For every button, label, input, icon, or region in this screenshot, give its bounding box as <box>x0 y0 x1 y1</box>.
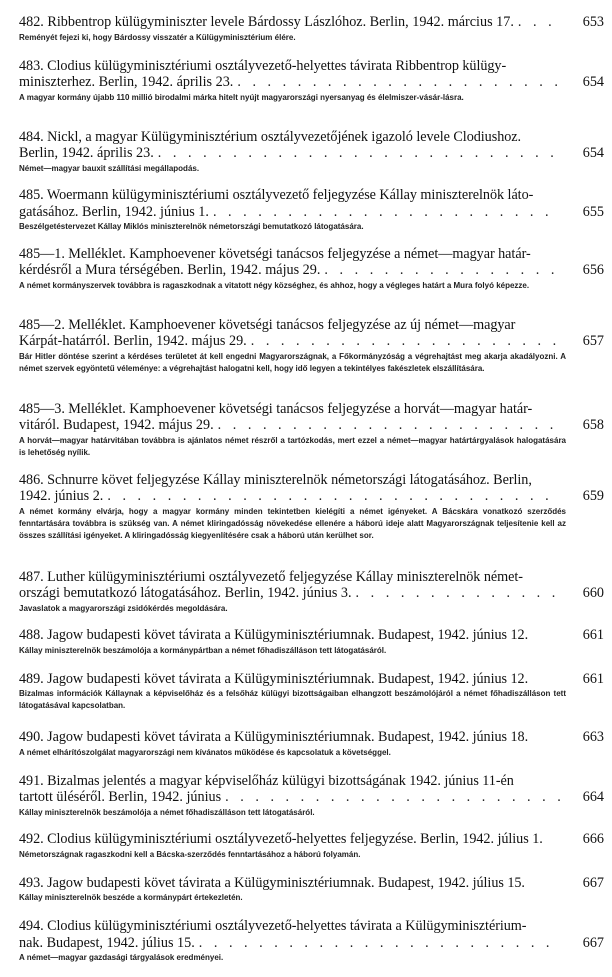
entry-title-last-line: Kárpát-határról. Berlin, 1942. május 29. . . . <box>19 333 604 350</box>
entry-title: 485—3. Melléklet. Kamphoevener követségi tanácsos feljegyzése a horvát—magyar határ- <box>19 400 533 417</box>
index-entry-485-2 <box>19 317 604 401</box>
leader-dots <box>213 204 560 221</box>
entry-title: 483. Clodius külügyminisztériumi osztályvezető-helyettes távirata Ribbentrop külügy- <box>19 57 507 74</box>
entry-title: 489. Jagow budapesti követ távirata a Külügyminisztériumnak. Budapest, 1942. június 12. <box>19 670 529 687</box>
leader-dots <box>218 417 560 434</box>
index-entry-483 <box>19 58 604 129</box>
page-number: 659 <box>582 488 604 504</box>
index-entry-489 <box>19 671 604 730</box>
leader-dots <box>237 74 560 91</box>
entry-title-last-line: miniszterhez. Berlin, 1942. április 23. . . . <box>19 74 604 91</box>
entry-summary: Javaslatok a magyarországi zsidókérdés megoldására. <box>19 603 228 613</box>
page-number: 654 <box>582 145 604 161</box>
index-entry-490 <box>19 729 604 773</box>
index-entry-485-1 <box>19 246 604 317</box>
index-entry-493 <box>19 875 604 919</box>
entry-title-last-line: kérdésről a Mura térségében. Berlin, 1942. május 29. . . . <box>19 262 604 279</box>
entry-summary: Kállay miniszterelnök beszéde a kormánypárt értekezletén. <box>19 893 243 902</box>
entry-summary: Reményét fejezi ki, hogy Bárdossy visszatér a Külügyminisztérium élére. <box>19 32 296 42</box>
index-entry-491 <box>19 773 604 832</box>
page-number: 661 <box>582 627 604 643</box>
index-entry-494 <box>19 918 604 977</box>
entry-title: 485. Woermann külügyminisztériumi osztályvezető feljegyzése Kállay miniszterelnök láto- <box>19 187 534 203</box>
entry-title-last-line: 1942. június 2. . . . <box>19 488 604 505</box>
entry-title: 484. Nickl, a magyar Külügyminisztérium osztályvezetőjének igazoló levele Clodiushoz. <box>19 128 522 145</box>
entry-title: 491. Bizalmas jelentés a magyar képviselőház külügyi bizottságának 1942. június 11-én <box>19 772 514 789</box>
entry-title-last-line: országi bemutatkozó látogatásához. Berlin, 1942. június 3. . . . <box>19 585 604 602</box>
index-entry-484 <box>19 129 604 188</box>
entry-summary: A német kormányszervek továbbra is ragaszkodnak a vitatott négy községhez, és ahhoz, hogy a végleges határt a Mura folyó képezze. <box>19 280 530 290</box>
entry-title: 487. Luther külügyminisztériumi osztályvezető feljegyzése Kállay miniszterelnök német- <box>19 568 523 585</box>
entry-title: 494. Clodius külügyminisztériumi osztályvezető-helyettes távirata a Külügyminisztérium- <box>19 918 527 934</box>
entry-summary: A magyar kormány újabb 110 millió birodalmi márka hitelt nyújt magyarországi nyersanyag és élelmiszer-vásár-lásra. <box>19 92 464 102</box>
leader-dots <box>107 488 560 505</box>
page-number: 658 <box>582 417 604 433</box>
entry-title: 492. Clodius külügyminisztériumi osztályvezető-helyettes feljegyzése. Berlin, 1942. július 1. <box>19 831 543 847</box>
entry-summary: A német kormány elvárja, hogy a magyar kormány minden tekintetben kielégíti a német igényeket. A Bácskára vonatkozó szerződés fenntartására továbbra is szükség van. A német kliringadósság növekedése ellenére a háború ideje alatt Magyarországnak teljesítenie kell az összes szállítási igényeket. A kliringadósság kiegyenlítésére csak a háború után kerülhet sor. <box>19 506 566 540</box>
entry-summary: Németországnak ragaszkodni kell a Bácska-szerződés fenntartásához a háború folyamán. <box>19 849 361 859</box>
entry-title-last-line: tartott üléséről. Berlin, 1942. június . . . <box>19 789 604 806</box>
entry-summary: Bizalmas információk Kállaynak a képviselőház és a felsőház külügyi bizottságaiban elhangzott beszámolójáról a német főhadiszálláson tett látogatásával kapcsolatban. <box>19 689 566 710</box>
index-entry-485-3 <box>19 401 604 472</box>
leader-dots <box>356 585 560 602</box>
leader-dots <box>158 145 560 162</box>
page-number: 667 <box>582 874 604 891</box>
entry-summary: Német—magyar bauxit szállítási megállapodás. <box>19 163 200 173</box>
entry-summary: A horvát—magyar határvitában továbbra is ajánlatos német részről a tartózkodás, mert ezzel a német—magyar határtárgyalások halogatására is lehetőség nyílik. <box>19 435 566 457</box>
page-number: 653 <box>582 14 604 30</box>
entry-title: 488. Jagow budapesti követ távirata a Külügyminisztériumnak. Budapest, 1942. június 12. <box>19 627 529 643</box>
index-entry-482 <box>19 14 604 58</box>
leader-dots <box>225 789 560 806</box>
entry-summary: A német elhárítószolgálat magyarországi nem kívánatos működése és kapcsolatuk a követséggel. <box>19 747 391 757</box>
page-number: 663 <box>582 729 604 745</box>
leader-dots <box>518 14 560 31</box>
index-entry-488 <box>19 627 604 671</box>
page-number: 664 <box>582 789 604 805</box>
entry-summary: A német—magyar gazdasági tárgyalások eredményei. <box>19 953 224 962</box>
entry-title-last-line: Berlin, 1942. április 23. . . . <box>19 145 604 162</box>
page-number: 655 <box>582 203 604 220</box>
entry-title-last-line: gatásához. Berlin, 1942. június 1. . . . <box>19 204 604 221</box>
entry-title: 493. Jagow budapesti követ távirata a Külügyminisztériumnak. Budapest, 1942. július 15. <box>19 874 525 891</box>
entry-title-last-line: nak. Budapest, 1942. július 15. . . . <box>19 935 604 952</box>
leader-dots <box>251 333 560 350</box>
page-number: 656 <box>582 262 604 278</box>
entry-title: 485—2. Melléklet. Kamphoevener követségi tanácsos feljegyzése az új német—magyar <box>19 316 516 333</box>
index-entry-485 <box>19 187 604 246</box>
entry-title <box>19 14 604 31</box>
page-number: 667 <box>582 934 604 951</box>
entry-title: 490. Jagow budapesti követ távirata a Külügyminisztériumnak. Budapest, 1942. június 18. <box>19 729 529 745</box>
entry-summary: Beszélgetéstervezet Kállay Miklós miniszterelnök németországi bemutatkozó látogatására. <box>19 222 364 231</box>
page-number: 657 <box>582 333 604 349</box>
entry-summary: Bár Hitler döntése szerint a kérdéses területet át kell engedni Magyarországnak, a Főkormányzóság a végrehajtást meg akarja akadályozni. A német szervek egyöntetű véleménye: a végrehajtást halogatni kell, hogy idő legyen a tekintélyes fakészletek elszállítására. <box>19 351 566 373</box>
index-entry-486 <box>19 472 604 569</box>
entry-summary: Kállay miniszterelnök beszámolója a német főhadiszálláson tett látogatásáról. <box>19 807 315 817</box>
leader-dots <box>199 935 560 952</box>
page-number: 661 <box>582 670 604 687</box>
page-number: 666 <box>582 831 604 847</box>
page-number: 660 <box>582 585 604 601</box>
index-entry-487 <box>19 569 604 628</box>
index-entry-492 <box>19 831 604 875</box>
leader-dots <box>324 262 560 279</box>
entry-title: 485—1. Melléklet. Kamphoevener követségi tanácsos feljegyzése a német—magyar határ- <box>19 245 531 262</box>
page-number: 654 <box>582 74 604 90</box>
entry-title-last-line: vitáról. Budapest, 1942. május 29. . . . <box>19 417 604 434</box>
entry-title-text: 482. Ribbentrop külügyminiszter levele Bárdossy Lászlóhoz. Berlin, 1942. március 17. <box>19 14 514 30</box>
entry-title: 486. Schnurre követ feljegyzése Kállay miniszterelnök németországi látogatásához. Berlin, <box>19 471 532 488</box>
entry-summary: Kállay miniszterelnök beszámolója a kormánypártban a német főhadiszálláson tett látogatásáról. <box>19 645 387 655</box>
